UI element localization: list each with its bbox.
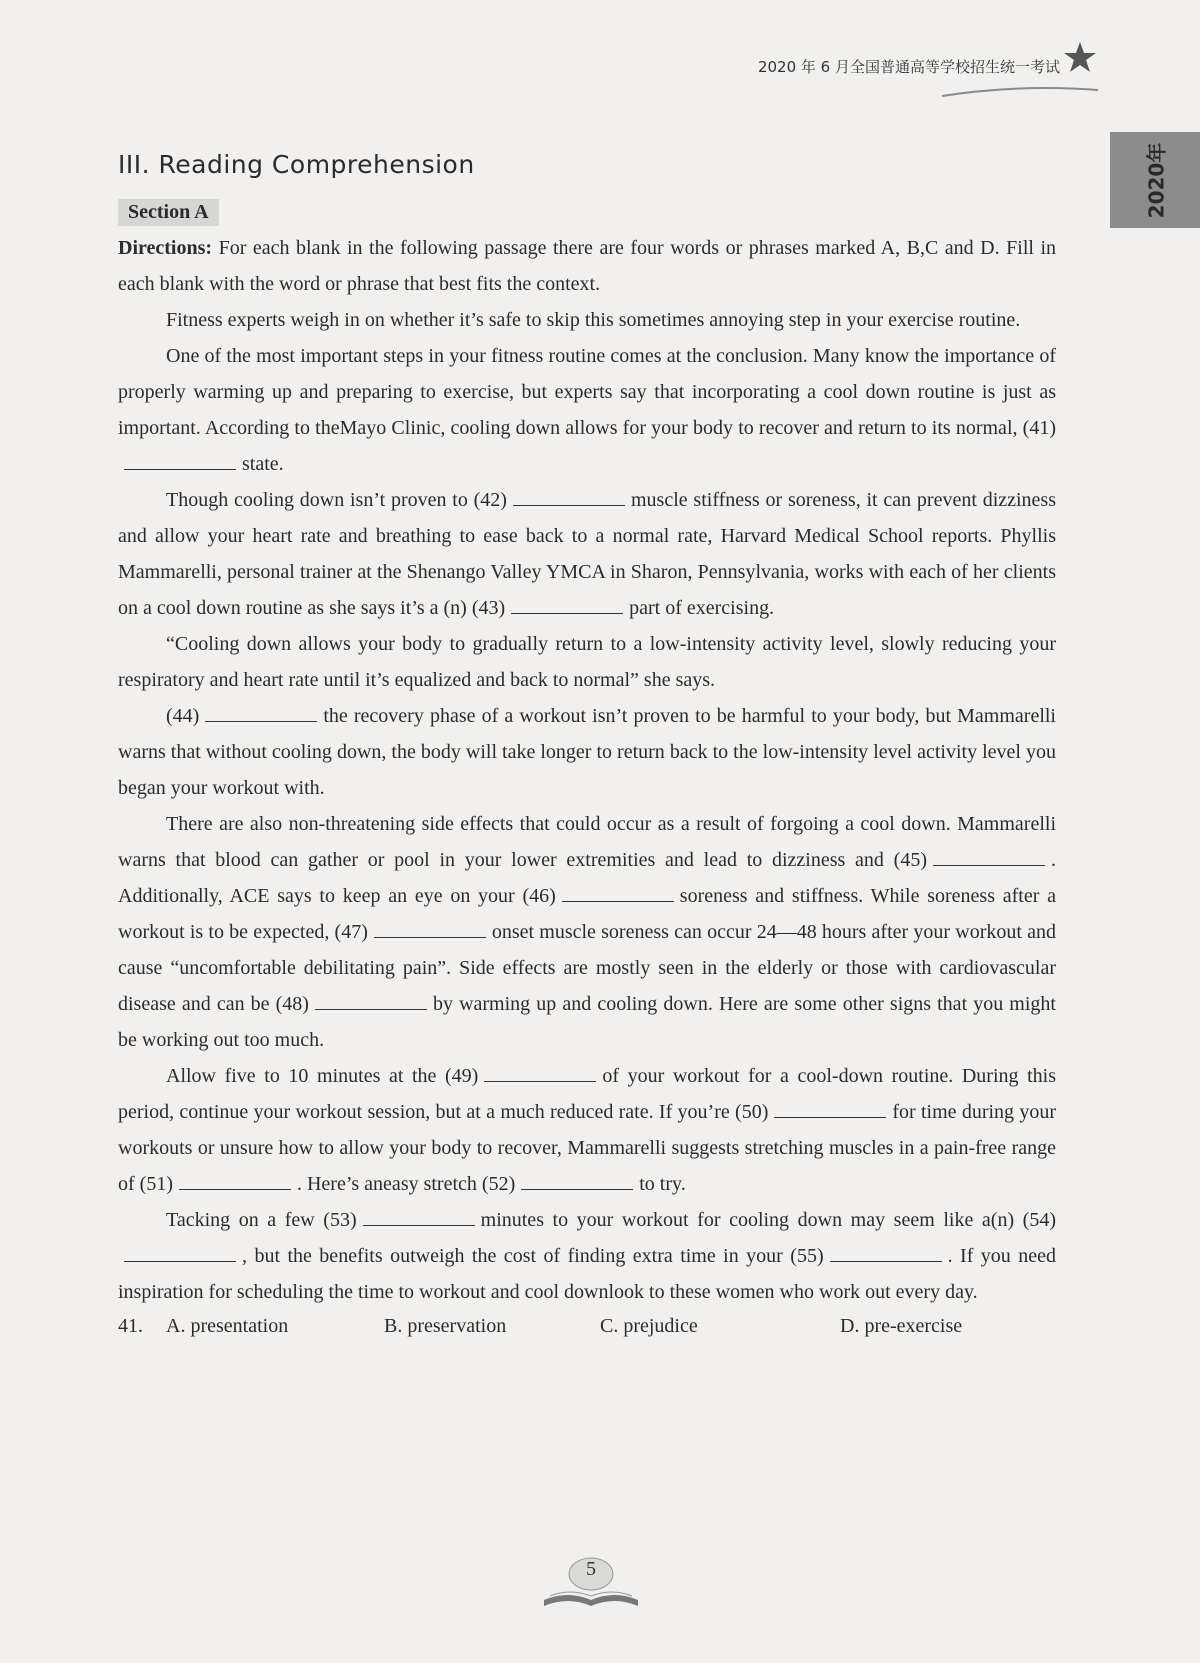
directions (118, 230, 1056, 302)
paragraph-text: Though cooling down isn’t proven to (42) (166, 489, 507, 511)
question-number: 41. (118, 1315, 143, 1337)
question-41-options (118, 1310, 1056, 1342)
paragraph-text: minutes to your workout for cooling down may seem like a(n) (54) (480, 1209, 1057, 1231)
star-icon (1060, 40, 1100, 76)
year-side-tab (1110, 132, 1200, 228)
paragraph-text: One of the most important steps in your fitness routine comes at the conclusion. Many know the importance of properly warming up and preparing to exercise, but experts say that incorporating a cool down routine is just as important. According to theMayo Clinic, cooling down allows for your body to recover and return to its normal, (41) (118, 345, 1056, 439)
blank-48[interactable] (315, 1008, 427, 1010)
directions-label: Directions: (118, 237, 213, 259)
swoosh-decoration (940, 82, 1100, 100)
paragraph-text: Tacking on a few (53) (166, 1209, 357, 1231)
paragraph-text: . Additionally, ACE says to keep an eye on your (46) (118, 849, 1056, 907)
page-content (118, 150, 1056, 1342)
option-a[interactable]: A. presentation (166, 1315, 289, 1337)
option-c[interactable]: C. prejudice (600, 1315, 698, 1337)
blank-53[interactable] (363, 1224, 475, 1226)
paragraph-text: (44) (166, 705, 200, 727)
side-tab-label: 2020年 (1144, 142, 1169, 218)
blank-47[interactable] (374, 936, 486, 938)
blank-52[interactable] (521, 1188, 633, 1190)
paragraph-text: onset muscle soreness can occur 24—48 hours after your workout and cause “uncomfortable debilitating pain”. Side effects are mostly seen in the elderly or those with cardiovascular disease and can be (48) (118, 921, 1056, 1015)
passage-paragraph-2 (118, 482, 1056, 626)
section-heading: III. Reading Comprehension (118, 150, 475, 179)
passage-intro: Fitness experts weigh in on whether it’s safe to skip this sometimes annoying step in your exercise routine. (166, 309, 1021, 331)
blank-41[interactable] (124, 468, 236, 470)
paragraph-text: state. (242, 453, 284, 475)
paragraph-text: the recovery phase of a workout isn’t proven to be harmful to your body, but Mammarelli warns that without cooling down, the body will take longer to return back to the low-intensity level activity level you began your workout with. (118, 705, 1056, 799)
blank-50[interactable] (774, 1116, 886, 1118)
blank-43[interactable] (511, 612, 623, 614)
paragraph-text: of your workout for a cool-down routine. During this period, continue your workout session, but at a much reduced rate. If you’re (50) (118, 1065, 1056, 1123)
option-d[interactable]: D. pre-exercise (840, 1315, 963, 1337)
blank-44[interactable] (205, 720, 317, 722)
passage-paragraph-1 (118, 338, 1056, 482)
paragraph-text: muscle stiffness or soreness, it can prevent dizziness and allow your heart rate and breathing to ease back to a normal rate, Harvard Medical School reports. Phyllis Mammarelli, personal trainer at the Shenango Valley YMCA in Sharon, Pennsylvania, works with each of her clients on a cool down routine as she says it’s a (n) (43) (118, 489, 1056, 619)
paragraph-text: , but the benefits outweigh the cost of finding extra time in your (55) (242, 1245, 824, 1267)
section-label: Section A (118, 199, 219, 226)
paragraph-text: for time during your workouts or unsure how to allow your body to recover, Mammarelli suggests stretching muscles in a pain-free range of (51) (118, 1101, 1056, 1195)
passage-paragraph-6 (118, 1058, 1056, 1202)
paragraph-text: to try. (639, 1173, 686, 1195)
paragraph-text: There are also non-threatening side effects that could occur as a result of forgoing a cool down. Mammarelli warns that blood can gather or pool in your lower extremities and lead to dizziness and (45) (118, 813, 1056, 871)
blank-49[interactable] (484, 1080, 596, 1082)
paragraph-text: by warming up and cooling down. Here are some other signs that you might be working out too much. (118, 993, 1056, 1051)
exam-title: 2020 年 6 月全国普通高等学校招生统一考试 (757, 58, 1060, 76)
paragraph-text: . If you need inspiration for scheduling the time to workout and cool downlook to these women who work out every day. (118, 1245, 1057, 1303)
blank-45[interactable] (933, 864, 1045, 866)
blank-42[interactable] (513, 504, 625, 506)
paragraph-text: part of exercising. (629, 597, 775, 619)
passage-paragraph-3: “Cooling down allows your body to gradually return to a low-intensity activity level, slowly reducing your respiratory and heart rate until it’s equalized and back to normal” she says. (118, 633, 1056, 691)
option-b[interactable]: B. preservation (384, 1315, 507, 1337)
blank-54[interactable] (124, 1260, 236, 1262)
passage-paragraph-7 (118, 1202, 1056, 1310)
paragraph-text: . Here’s aneasy stretch (52) (296, 1173, 516, 1195)
passage-paragraph-5 (118, 806, 1056, 1058)
page-number: 5 (586, 1558, 596, 1580)
passage-paragraph-4 (118, 698, 1056, 806)
paragraph-text: Allow five to 10 minutes at the (49) (166, 1065, 479, 1087)
blank-55[interactable] (830, 1260, 942, 1262)
directions-text: For each blank in the following passage there are four words or phrases marked A, B,C and D. Fill in each blank with the word or phrase that best fits the context. (118, 237, 1056, 295)
blank-46[interactable] (562, 900, 674, 902)
blank-51[interactable] (179, 1188, 291, 1190)
paragraph-text: soreness and stiffness. While soreness after a workout is to be expected, (47) (118, 885, 1056, 943)
